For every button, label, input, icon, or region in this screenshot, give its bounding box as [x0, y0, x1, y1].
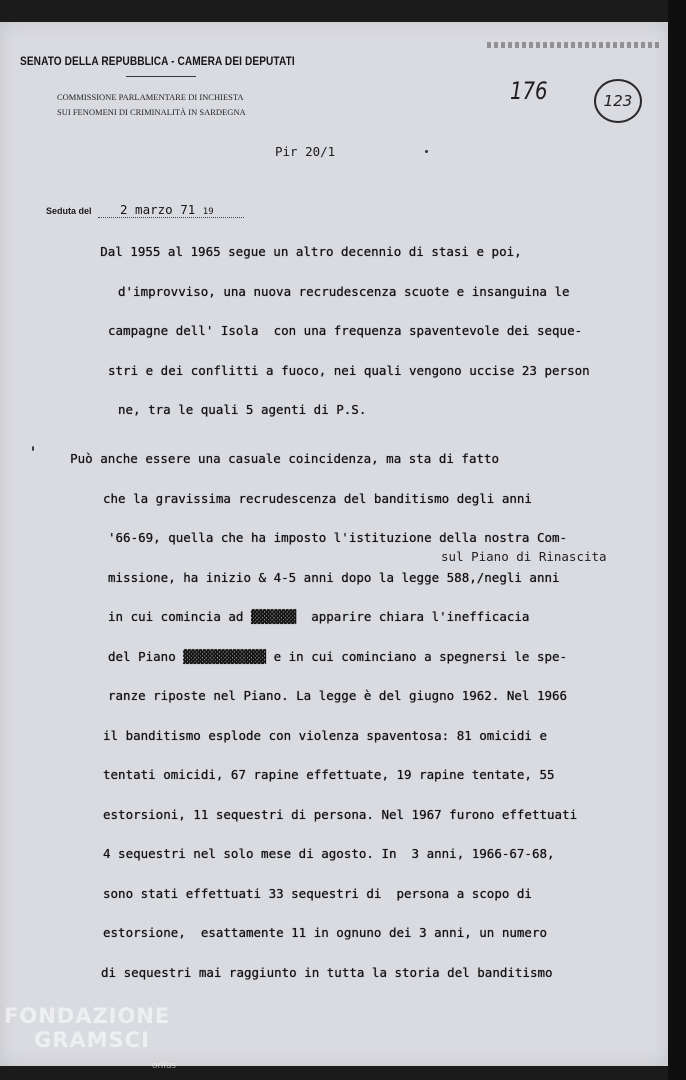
text-line: di sequestri mai raggiunto in tutta la storia del banditismo	[101, 965, 553, 980]
text-line: d'improvviso, una nuova recrudescenza scuote e insanguina le	[118, 284, 570, 299]
text-line: stri e dei conflitti a fuoco, nei quali vengono uccise 23 person	[108, 363, 590, 378]
text-line: sono stati effettuati 33 sequestri di persona a scopo di	[103, 886, 532, 901]
text-line: Dal 1955 al 1965 segue un altro decennio di stasi e poi,	[40, 244, 522, 259]
handwritten-page-number: 176	[510, 77, 548, 105]
letterhead-rule	[126, 76, 196, 77]
session-label: Seduta del	[46, 206, 92, 216]
circled-page-stamp	[594, 79, 642, 123]
text-line: che la gravissima recrudescenza del banditismo degli anni	[103, 491, 532, 506]
text-line: '66-69, quella che ha imposto l'istituzione della nostra Com-	[108, 530, 568, 545]
circled-number: 123	[603, 92, 633, 110]
margin-mark	[32, 446, 34, 451]
text-line: Può anche essere una casuale coincidenza, ma sta di fatto	[40, 451, 500, 466]
session-date: 2 marzo 71	[120, 202, 196, 217]
watermark-line-2: GRAMSCI	[34, 1028, 150, 1052]
watermark-line-1: FONDAZIONE	[4, 1004, 171, 1028]
session-date-field	[98, 202, 244, 218]
text-line: ne, tra le quali 5 agenti di P.S.	[118, 402, 367, 417]
commission-line-2: SUI FENOMENI DI CRIMINALITÀ IN SARDEGNA	[57, 107, 246, 117]
archive-watermark	[4, 1004, 177, 1071]
commission-name	[57, 90, 246, 120]
institution-title: SENATO DELLA REPUBBLICA - CAMERA DEI DEPUTATI	[20, 56, 295, 68]
text-line: estorsione, esattamente 11 in ognuno dei 3 anni, un numero	[103, 925, 548, 940]
text-line: missione, ha inizio & 4-5 anni dopo la legge 588,/negli anni	[108, 570, 560, 585]
document-page	[0, 22, 668, 1066]
marginal-scrawl	[487, 42, 662, 48]
scan-edge	[668, 0, 686, 1080]
text-line: tentati omicidi, 67 rapine effettuate, 19 rapine tentate, 55	[103, 767, 555, 782]
text-line: in cui comincia ad ▓▓▓▓▓▓ apparire chiara l'inefficacia	[108, 609, 530, 624]
watermark-sub: onlus	[152, 1061, 177, 1071]
typed-insertion: sul Piano di Rinascita	[441, 549, 607, 564]
commission-line-1: COMMISSIONE PARLAMENTARE DI INCHIESTA	[57, 92, 244, 102]
ink-dot	[425, 150, 428, 153]
text-line: ranze riposte nel Piano. La legge è del giugno 1962. Nel 1966	[108, 688, 568, 703]
text-line: 4 sequestri nel solo mese di agosto. In 3 anni, 1966-67-68,	[103, 846, 555, 861]
text-line: il banditismo esplode con violenza spaventosa: 81 omicidi e	[103, 728, 548, 743]
text-line: campagne dell' Isola con una frequenza spaventevole dei seque-	[108, 323, 583, 338]
letterhead	[20, 56, 332, 117]
session-year-prefix: 19	[202, 207, 214, 217]
text-line: estorsioni, 11 sequestri di persona. Nel 1967 furono effettuati	[103, 807, 578, 822]
reference-code: Pir 20/1	[275, 144, 336, 159]
text-line: del Piano ▓▓▓▓▓▓▓▓▓▓▓ e in cui cominciano a spegnersi le spe-	[108, 649, 568, 664]
